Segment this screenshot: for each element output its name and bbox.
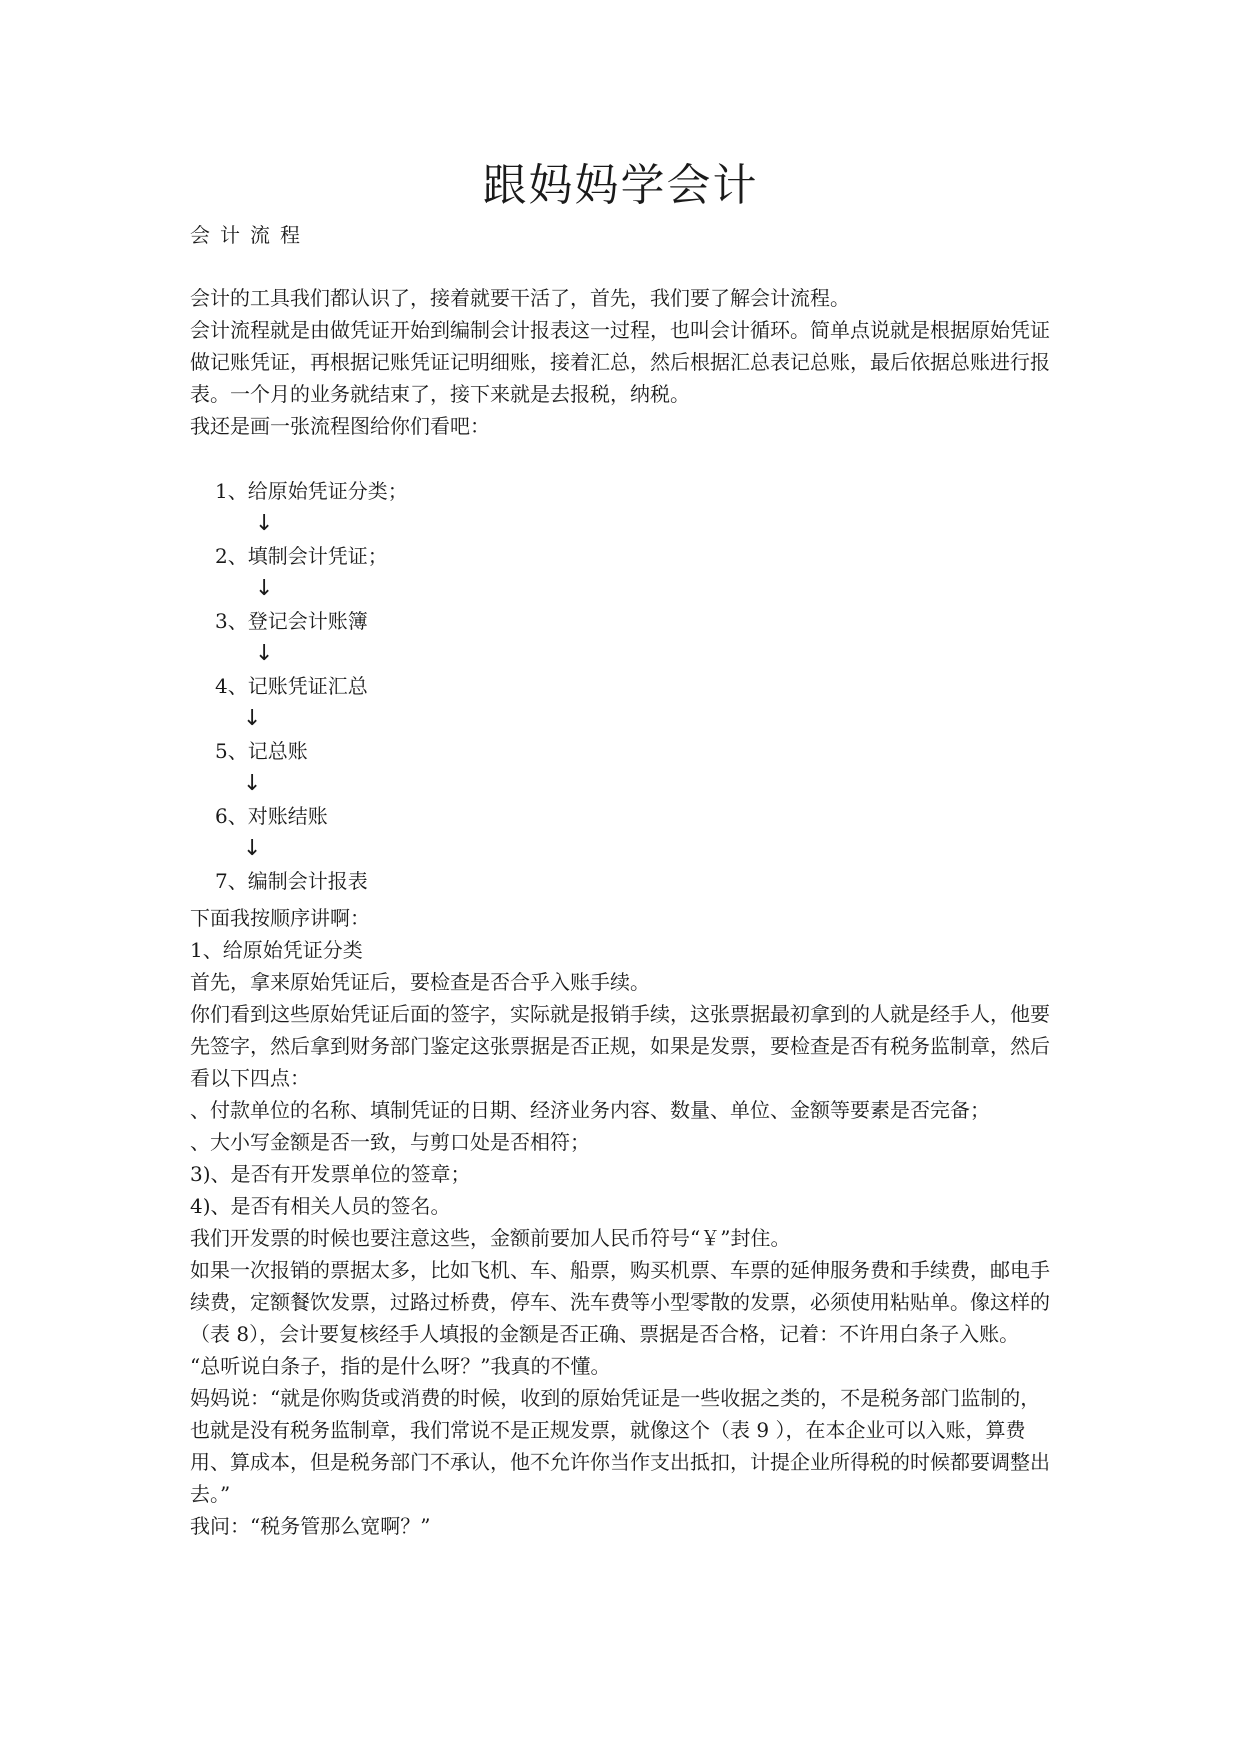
- paragraph: 我问：“税务管那么宽啊？”: [190, 1514, 431, 1538]
- paragraph: 我们开发票的时候也要注意这些，金额前要加人民币符号“￥”封住。: [190, 1226, 791, 1250]
- paragraph: 会计流程就是由做凭证开始到编制会计报表这一过程，也叫会计循环。简单点说就是根据原始凭证做记账凭证，再根据记账凭证记明细账，接着汇总，然后根据汇总表记总账，最后依据总账进行报表。一个月的业务就结束了，接下来就是去报税，纳税。: [190, 318, 1050, 406]
- paragraph: 你们看到这些原始凭证后面的签字，实际就是报销手续，这张票据最初拿到的人就是经手人，他要先签字，然后拿到财务部门鉴定这张票据是否正规，如果是发票，要检查是否有税务监制章，然后看以下四点：: [190, 1002, 1050, 1090]
- flow-step: 6、对账结账: [215, 804, 328, 828]
- down-arrow-icon: ↓: [255, 576, 274, 601]
- flow-step: 5、记总账: [215, 739, 308, 763]
- down-arrow-icon: ↓: [243, 706, 262, 731]
- flow-step: 4、记账凭证汇总: [215, 674, 368, 698]
- down-arrow-icon: ↓: [243, 836, 262, 861]
- paragraph: “总听说白条子，指的是什么呀？”我真的不懂。: [190, 1354, 611, 1378]
- flow-step: 2、填制会计凭证；: [215, 544, 388, 568]
- process-flowchart: [190, 475, 790, 897]
- paragraph: 我还是画一张流程图给你们看吧：: [190, 414, 490, 438]
- paragraph: 会计的工具我们都认识了，接着就要干活了，首先，我们要了解会计流程。: [190, 286, 850, 310]
- details-section: [190, 902, 1060, 1542]
- paragraph: 4)、是否有相关人员的签名。: [190, 1194, 451, 1218]
- paragraph: 1、给原始凭证分类: [190, 938, 363, 962]
- paragraph: 首先，拿来原始凭证后，要检查是否合乎入账手续。: [190, 970, 650, 994]
- section-heading: 会计流程: [190, 223, 310, 247]
- down-arrow-icon: ↓: [255, 511, 274, 536]
- down-arrow-icon: ↓: [243, 771, 262, 796]
- paragraph: 3)、是否有开发票单位的签章；: [190, 1162, 471, 1186]
- paragraph: 妈妈说：“就是你购货或消费的时候，收到的原始凭证是一些收据之类的，不是税务部门监制的，也就是没有税务监制章，我们常说不是正规发票，就像这个（表 9 ），在本企业可以入账，算费用、算成本，但是税务部门不承认，他不允许你当作支出抵扣，计提企业所得税的时候都要调整出去。”: [190, 1386, 1050, 1506]
- paragraph: 、大小写金额是否一致，与剪口处是否相符；: [190, 1130, 590, 1154]
- document-title: 跟妈妈学会计: [482, 160, 759, 211]
- paragraph: 、付款单位的名称、填制凭证的日期、经济业务内容、数量、单位、金额等要素是否完备；: [190, 1098, 990, 1122]
- paragraph: 如果一次报销的票据太多，比如飞机、车、船票，购买机票、车票的延伸服务费和手续费，邮电手续费，定额餐饮发票，过路过桥费，停车、洗车费等小型零散的发票，必须使用粘贴单。像这样的（表 8），会计要复核经手人填报的金额是否正确、票据是否合格，记着：不许用白条子入账。: [190, 1258, 1050, 1346]
- flow-step: 3、登记会计账簿: [215, 609, 368, 633]
- flow-step: 7、编制会计报表: [215, 869, 368, 893]
- flow-step: 1、给原始凭证分类；: [215, 479, 408, 503]
- paragraph: 下面我按顺序讲啊：: [190, 906, 370, 930]
- intro-section: [190, 282, 1060, 442]
- down-arrow-icon: ↓: [255, 641, 274, 666]
